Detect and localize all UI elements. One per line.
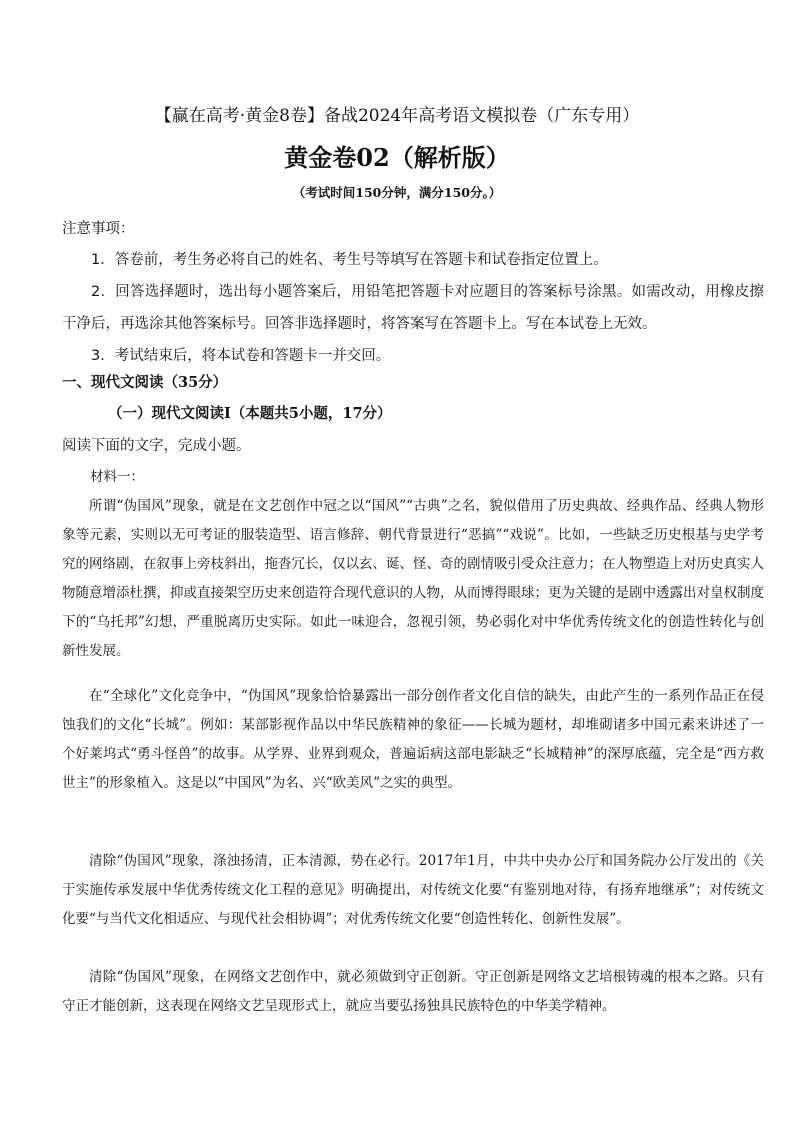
material-paragraph-2: 在“全球化”文化竞争中，“伪国风”现象恰恰暴露出一部分创作者文化自信的缺失，由此产生的一系列作品正在侵蚀我们的文化“长城”。例如：某部影视作品以中华民族精神的象征——长城为题材，却堆砌诸多中国元素来讲述了一个好莱坞式“勇斗怪兽”的故事。从学界、业界到观众，普遍诟病这部电影缺乏“长城精神”的深厚底蕴，完全是“西方救世主”的形象植入。这是以“中国风”为名、兴“欧美风”之实的典型。 — [62, 688, 764, 791]
material-paragraph-1: 所谓“伪国风”现象，就是在文艺创作中冠之以“国风”“古典”之名，貌似借用了历史典故、经典作品、经典人物形象等元素，实则以无可考证的服装造型、语言修辞、朝代背景进行“恶搞”“戏说”。比如，一些缺乏历史根基与史学考究的网络剧，在叙事上旁枝斜出，拖沓冗长，仅以玄、诞、怪、奇的剧情吸引受众注意力；在人物塑造上对历史真实人物随意增添杜撰，抑或直接架空历史来创造符合现代意识的人物，从而博得眼球；更为关键的是剧中透露出对皇权制度下的“乌托邦”幻想，严重脱离历史实际。如此一味迎合，忽视引领，势必弱化对中华优秀传统文化的创造性转化与创新性发展。 — [62, 498, 764, 659]
reading-instruction: 阅读下面的文字，完成小题。 — [62, 438, 251, 454]
exam-title: 【赢在高考·黄金8卷】备战2024年高考语文模拟卷（广东专用） — [154, 106, 640, 126]
material-label: 材料一： — [90, 469, 144, 485]
notice-item-3: 3．考试结束后，将本试卷和答题卡一并交回。 — [91, 348, 391, 364]
section-subheading: （一）现代文阅读Ⅰ（本题共5小题，17分） — [108, 405, 392, 422]
section-heading: 一、现代文阅读（35分） — [62, 374, 228, 391]
notice-item-2: 2．回答选择题时，选出每小题答案后，用铅笔把答题卡对应题目的答案标号涂黑。如需改动，用橡皮擦干净后，再选涂其他答案标号。回答非选择题时，将答案写在答题卡上。写在本试卷上无效。 — [62, 284, 764, 332]
paper-subtitle: 黄金卷02（解析版） — [284, 143, 510, 172]
material-paragraph-4: 清除“伪国风”现象，在网络文艺创作中，就必须做到守正创新。守正创新是网络文艺培根铸魂的根本之路。只有守正才能创新，这表现在网络文艺呈现形式上，就应当要弘扬独具民族特色的中华美学精神。 — [62, 969, 764, 1014]
exam-time-note: （考试时间150分钟，满分150分。） — [292, 185, 502, 200]
notice-heading: 注意事项： — [62, 221, 135, 237]
notice-item-1: 1．答卷前，考生务必将自己的姓名、考生号等填写在答题卡和试卷指定位置上。 — [91, 252, 608, 268]
material-paragraph-3: 清除“伪国风”现象，涤浊扬清，正本清源，势在必行。2017年1月，中共中央办公厅和国务院办公厅发出的《关于实施传承发展中华优秀传统文化工程的意见》明确提出，对传统文化要“有鉴别地对待，有扬弃地继承”；对传统文化要“与当代文化相适应、与现代社会相协调”；对优秀传统文化要“创造性转化、创新性发展”。 — [62, 853, 764, 927]
